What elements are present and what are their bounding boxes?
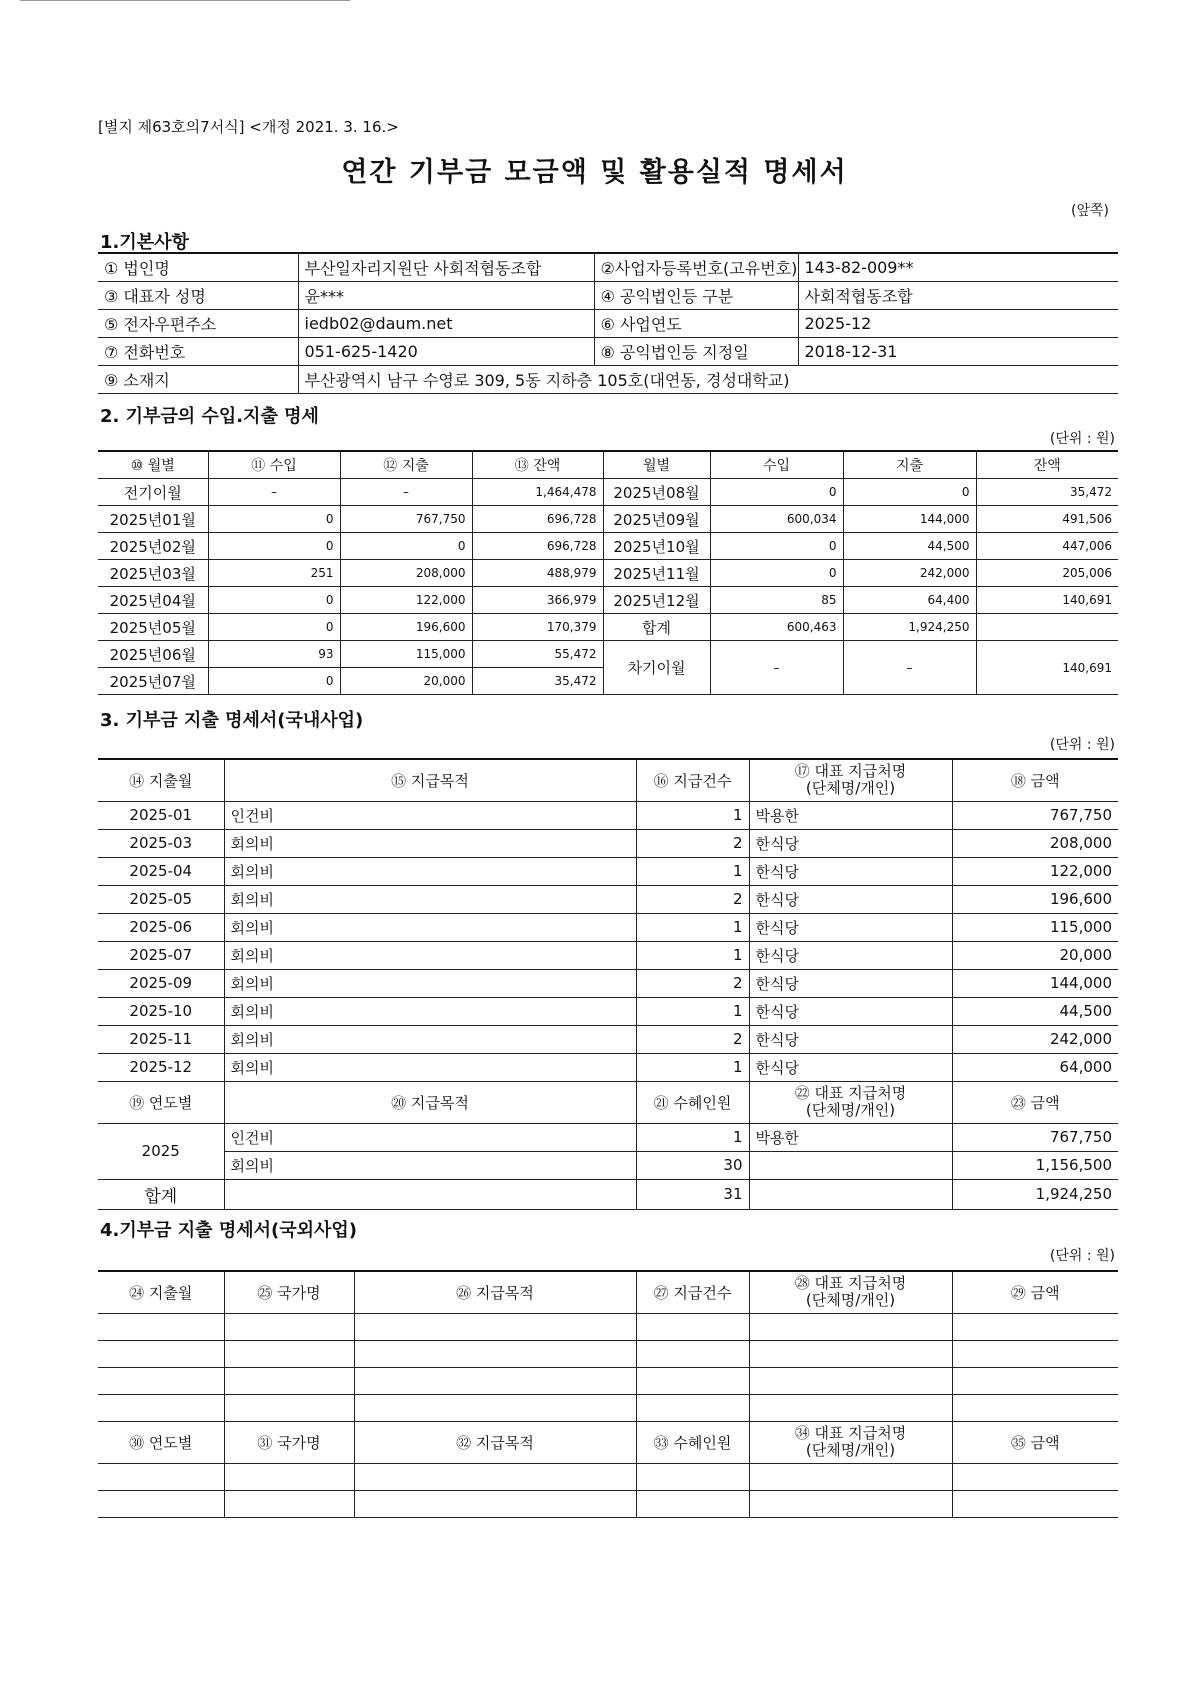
empty-row	[98, 1490, 1118, 1517]
payee-cell: 박용한	[749, 801, 952, 829]
empty-cell	[224, 1179, 636, 1209]
table-row	[98, 533, 1118, 560]
amount-cell: 85	[710, 587, 843, 614]
column-header: ㉑ 수혜인원	[636, 1081, 749, 1123]
column-header: ⑯ 지급건수	[636, 759, 749, 801]
table-row	[98, 479, 1118, 506]
month-cell: 2025년07월	[98, 668, 208, 695]
month-cell: 2025-07	[98, 941, 224, 969]
empty-cell	[749, 1394, 952, 1421]
table-row	[98, 913, 1118, 941]
payee-cell: 한식당	[749, 857, 952, 885]
field-label: ⑧ 공익법인등 지정일	[594, 338, 798, 366]
empty-cell	[636, 1367, 749, 1394]
page-side-label: (앞쪽)	[1071, 203, 1109, 219]
overseas-expense-table	[98, 1270, 1118, 1518]
empty-cell	[749, 1340, 952, 1367]
amount-cell: 115,000	[952, 913, 1118, 941]
empty-cell	[354, 1490, 636, 1517]
purpose-cell: 인건비	[224, 1123, 636, 1151]
amount-cell: 0	[208, 614, 340, 641]
amount-cell: 0	[208, 668, 340, 695]
count-cell: 1	[636, 997, 749, 1025]
amount-cell: 0	[208, 506, 340, 533]
amount-cell: –	[843, 641, 976, 695]
month-cell: 2025년09월	[603, 506, 710, 533]
count-cell: 1	[636, 857, 749, 885]
amount-cell: 122,000	[340, 587, 472, 614]
column-header	[749, 1081, 952, 1123]
header-line: (단체명/개인)	[805, 1441, 896, 1459]
month-cell: 2025년02월	[98, 533, 208, 560]
purpose-cell: 회의비	[224, 885, 636, 913]
purpose-cell: 회의비	[224, 829, 636, 857]
field-value: 051-625-1420	[298, 338, 594, 366]
table-row	[98, 614, 1118, 641]
column-header: ㉕ 국가명	[224, 1271, 354, 1313]
column-header: 지출	[843, 451, 976, 479]
address-value: 부산광역시 남구 수영로 309, 5동 지하층 105호(대연동, 경성대학교)	[298, 366, 1118, 394]
table-row	[98, 1123, 1118, 1151]
field-value: iedb02@daum.net	[298, 310, 594, 338]
section2-title: 2. 기부금의 수입.지출 명세	[100, 406, 319, 427]
payee-cell: 한식당	[749, 829, 952, 857]
table-row	[98, 1151, 1118, 1179]
month-cell: 2025년12월	[603, 587, 710, 614]
empty-cell	[749, 1367, 952, 1394]
month-cell: 2025년06월	[98, 641, 208, 668]
amount-cell: 491,506	[976, 506, 1118, 533]
purpose-cell: 회의비	[224, 1053, 636, 1081]
header-line: (단체명/개인)	[805, 1291, 896, 1310]
basic-info-row	[98, 282, 1118, 310]
purpose-cell: 회의비	[224, 1025, 636, 1053]
amount-cell: 600,463	[710, 614, 843, 641]
income-expense-table	[98, 450, 1118, 695]
payee-cell: 한식당	[749, 969, 952, 997]
amount-cell: 20,000	[340, 668, 472, 695]
basic-info-row	[98, 253, 1118, 282]
field-value: 143-82-009**	[798, 253, 1118, 282]
month-cell: 2025-06	[98, 913, 224, 941]
empty-cell	[636, 1340, 749, 1367]
column-header: ㉖ 지급목적	[354, 1271, 636, 1313]
section3-title: 3. 기부금 지출 명세서(국내사업)	[100, 710, 364, 731]
amount-cell: 0	[710, 560, 843, 587]
month-cell: 2025-09	[98, 969, 224, 997]
amount-cell: 0	[208, 587, 340, 614]
empty-cell	[224, 1394, 354, 1421]
basic-info-row	[98, 338, 1118, 366]
empty-cell	[354, 1463, 636, 1490]
month-cell: 2025-01	[98, 801, 224, 829]
empty-cell	[354, 1367, 636, 1394]
amount-cell: 600,034	[710, 506, 843, 533]
amount-cell: –	[340, 479, 472, 506]
amount-cell: 35,472	[976, 479, 1118, 506]
scan-top-line	[20, 0, 350, 1]
empty-cell	[354, 1340, 636, 1367]
amount-cell: 205,006	[976, 560, 1118, 587]
amount-cell: 0	[710, 479, 843, 506]
empty-row	[98, 1394, 1118, 1421]
header-line: ㉒ 대표 지급처명	[794, 1084, 907, 1102]
table-row	[98, 969, 1118, 997]
column-header: ㉜ 지급목적	[354, 1421, 636, 1463]
column-header: ⑫ 지출	[340, 451, 472, 479]
empty-cell	[952, 1463, 1118, 1490]
table-header-row	[98, 1421, 1118, 1463]
purpose-cell: 회의비	[224, 857, 636, 885]
empty-cell	[636, 1313, 749, 1340]
total-row	[98, 1179, 1118, 1209]
empty-cell	[224, 1463, 354, 1490]
purpose-cell: 회의비	[224, 941, 636, 969]
form-reference: [별지 제63호의7서식] <개정 2021. 3. 16.>	[98, 118, 399, 136]
empty-cell	[749, 1463, 952, 1490]
amount-cell: 366,979	[472, 587, 603, 614]
amount-cell: 115,000	[340, 641, 472, 668]
amount-cell: 0	[710, 533, 843, 560]
section4-title: 4.기부금 지출 명세서(국외사업)	[100, 1220, 358, 1241]
empty-row	[98, 1340, 1118, 1367]
empty-cell	[98, 1340, 224, 1367]
purpose-cell: 회의비	[224, 997, 636, 1025]
amount-cell: 767,750	[952, 801, 1118, 829]
amount-cell: 122,000	[952, 857, 1118, 885]
month-cell: 2025-10	[98, 997, 224, 1025]
table-row	[98, 1053, 1118, 1081]
column-header: 월별	[603, 451, 710, 479]
field-label: ① 법인명	[98, 253, 298, 282]
amount-cell: 0	[843, 479, 976, 506]
count-cell: 2	[636, 885, 749, 913]
table-header-row	[98, 759, 1118, 801]
basic-info-table	[98, 252, 1118, 394]
amount-cell: 447,006	[976, 533, 1118, 560]
count-cell: 30	[636, 1151, 749, 1179]
empty-cell	[952, 1367, 1118, 1394]
empty-cell	[636, 1463, 749, 1490]
column-header: ⑱ 금액	[952, 759, 1118, 801]
column-header	[749, 1271, 952, 1313]
amount-cell: 696,728	[472, 506, 603, 533]
column-header: ㉝ 수혜인원	[636, 1421, 749, 1463]
empty-cell	[952, 1340, 1118, 1367]
amount-cell: 44,500	[843, 533, 976, 560]
empty-cell	[224, 1340, 354, 1367]
month-cell: 2025년11월	[603, 560, 710, 587]
table-header-row	[98, 1081, 1118, 1123]
amount-cell: 196,600	[340, 614, 472, 641]
amount-cell: 0	[208, 533, 340, 560]
amount-cell: 144,000	[952, 969, 1118, 997]
count-cell: 1	[636, 1123, 749, 1151]
column-header: ㉙ 금액	[952, 1271, 1118, 1313]
table-row	[98, 587, 1118, 614]
amount-cell: 0	[340, 533, 472, 560]
month-cell: 2025년04월	[98, 587, 208, 614]
field-value: 윤***	[298, 282, 594, 310]
field-label: ⑦ 전화번호	[98, 338, 298, 366]
field-label: ③ 대표자 성명	[98, 282, 298, 310]
header-line: ⑰ 대표 지급처명	[794, 762, 907, 781]
empty-cell	[636, 1394, 749, 1421]
column-header: ㉔ 지출월	[98, 1271, 224, 1313]
month-cell: 2025년10월	[603, 533, 710, 560]
total-label: 합계	[98, 1179, 224, 1209]
count-cell: 1	[636, 1053, 749, 1081]
amount-cell: 767,750	[340, 506, 472, 533]
column-header: ⑮ 지급목적	[224, 759, 636, 801]
amount-cell: 1,156,500	[952, 1151, 1118, 1179]
header-line: ㉞ 대표 지급처명	[794, 1424, 907, 1442]
count-cell: 1	[636, 941, 749, 969]
empty-row	[98, 1367, 1118, 1394]
empty-cell	[98, 1313, 224, 1340]
amount-cell: 696,728	[472, 533, 603, 560]
empty-cell	[354, 1394, 636, 1421]
empty-row	[98, 1463, 1118, 1490]
table-row	[98, 829, 1118, 857]
count-cell: 2	[636, 829, 749, 857]
count-cell: 31	[636, 1179, 749, 1209]
table-header-row	[98, 451, 1118, 479]
amount-cell: 242,000	[843, 560, 976, 587]
payee-cell: 한식당	[749, 941, 952, 969]
payee-cell: 한식당	[749, 997, 952, 1025]
amount-cell: 1,464,478	[472, 479, 603, 506]
table-row	[98, 560, 1118, 587]
month-cell: 2025-04	[98, 857, 224, 885]
empty-cell	[952, 1313, 1118, 1340]
month-cell: 합계	[603, 614, 710, 641]
amount-cell: –	[710, 641, 843, 695]
column-header: 잔액	[976, 451, 1118, 479]
empty-cell	[749, 1313, 952, 1340]
column-header	[749, 759, 952, 801]
section1-title: 1.기본사항	[100, 232, 189, 253]
purpose-cell: 회의비	[224, 1151, 636, 1179]
table-row	[98, 1025, 1118, 1053]
count-cell: 2	[636, 969, 749, 997]
column-header: ㉗ 지급건수	[636, 1271, 749, 1313]
address-label: ⑨ 소재지	[98, 366, 298, 394]
purpose-cell: 인건비	[224, 801, 636, 829]
table-row	[98, 506, 1118, 533]
month-cell: 2025년05월	[98, 614, 208, 641]
month-cell: 2025-12	[98, 1053, 224, 1081]
payee-cell: 한식당	[749, 885, 952, 913]
month-cell: 2025년03월	[98, 560, 208, 587]
month-cell: 2025-11	[98, 1025, 224, 1053]
amount-cell: 55,472	[472, 641, 603, 668]
header-line: (단체명/개인)	[805, 1101, 896, 1119]
table-row	[98, 641, 1118, 668]
table-row	[98, 997, 1118, 1025]
month-cell: 2025년01월	[98, 506, 208, 533]
amount-cell: 251	[208, 560, 340, 587]
amount-cell: 208,000	[340, 560, 472, 587]
column-header: ㉟ 금액	[952, 1421, 1118, 1463]
payee-cell: 한식당	[749, 1053, 952, 1081]
header-line: ㉘ 대표 지급처명	[794, 1274, 907, 1293]
section3-unit: (단위 : 원)	[1049, 737, 1115, 753]
empty-cell	[636, 1490, 749, 1517]
count-cell: 2	[636, 1025, 749, 1053]
field-label: ⑥ 사업연도	[594, 310, 798, 338]
amount-cell: 1,924,250	[952, 1179, 1118, 1209]
column-header: ⑪ 수입	[208, 451, 340, 479]
field-value: 사회적협동조합	[798, 282, 1118, 310]
purpose-cell: 회의비	[224, 913, 636, 941]
field-value: 2018-12-31	[798, 338, 1118, 366]
address-row	[98, 366, 1118, 394]
amount-cell: 144,000	[843, 506, 976, 533]
column-header: ⑳ 지급목적	[224, 1081, 636, 1123]
column-header: ㉛ 국가명	[224, 1421, 354, 1463]
amount-cell: 93	[208, 641, 340, 668]
month-cell: 전기이월	[98, 479, 208, 506]
table-row	[98, 801, 1118, 829]
count-cell: 1	[636, 801, 749, 829]
empty-cell	[952, 1490, 1118, 1517]
empty-row	[98, 1313, 1118, 1340]
payee-cell: 한식당	[749, 913, 952, 941]
amount-cell: 488,979	[472, 560, 603, 587]
amount-cell	[976, 614, 1118, 641]
empty-cell	[749, 1179, 952, 1209]
carry-label: 차기이월	[603, 641, 710, 695]
empty-cell	[98, 1490, 224, 1517]
column-header: 수입	[710, 451, 843, 479]
empty-cell	[224, 1490, 354, 1517]
empty-cell	[354, 1313, 636, 1340]
amount-cell: 242,000	[952, 1025, 1118, 1053]
section4-unit: (단위 : 원)	[1049, 1248, 1115, 1264]
month-cell: 2025-05	[98, 885, 224, 913]
field-value: 2025-12	[798, 310, 1118, 338]
amount-cell: 64,000	[952, 1053, 1118, 1081]
empty-cell	[98, 1463, 224, 1490]
month-cell: 2025년08월	[603, 479, 710, 506]
amount-cell: 20,000	[952, 941, 1118, 969]
table-header-row	[98, 1271, 1118, 1313]
payee-cell	[749, 1151, 952, 1179]
column-header: ⑩ 월별	[98, 451, 208, 479]
year-cell: 2025	[98, 1123, 224, 1179]
field-label: ②사업자등록번호(고유번호)	[594, 253, 798, 282]
header-line: (단체명/개인)	[805, 779, 896, 798]
empty-cell	[224, 1367, 354, 1394]
amount-cell: 208,000	[952, 829, 1118, 857]
column-header: ⑭ 지출월	[98, 759, 224, 801]
field-label: ④ 공익법인등 구분	[594, 282, 798, 310]
amount-cell: 35,472	[472, 668, 603, 695]
basic-info-row	[98, 310, 1118, 338]
empty-cell	[749, 1490, 952, 1517]
amount-cell: 140,691	[976, 587, 1118, 614]
table-row	[98, 885, 1118, 913]
column-header: ⑬ 잔액	[472, 451, 603, 479]
amount-cell: 44,500	[952, 997, 1118, 1025]
column-header: ㉚ 연도별	[98, 1421, 224, 1463]
table-row	[98, 857, 1118, 885]
empty-cell	[224, 1313, 354, 1340]
empty-cell	[952, 1394, 1118, 1421]
amount-cell: 1,924,250	[843, 614, 976, 641]
purpose-cell: 회의비	[224, 969, 636, 997]
table-row	[98, 941, 1118, 969]
column-header: ⑲ 연도별	[98, 1081, 224, 1123]
payee-cell: 한식당	[749, 1025, 952, 1053]
empty-cell	[98, 1394, 224, 1421]
field-label: ⑤ 전자우편주소	[98, 310, 298, 338]
field-value: 부산일자리지원단 사회적협동조합	[298, 253, 594, 282]
empty-cell	[98, 1367, 224, 1394]
amount-cell: –	[208, 479, 340, 506]
month-cell: 2025-03	[98, 829, 224, 857]
amount-cell: 64,400	[843, 587, 976, 614]
amount-cell: 196,600	[952, 885, 1118, 913]
amount-cell: 767,750	[952, 1123, 1118, 1151]
domestic-expense-table	[98, 758, 1118, 1210]
count-cell: 1	[636, 913, 749, 941]
amount-cell: 140,691	[976, 641, 1118, 695]
column-header: ㉓ 금액	[952, 1081, 1118, 1123]
payee-cell: 박용한	[749, 1123, 952, 1151]
amount-cell: 170,379	[472, 614, 603, 641]
column-header	[749, 1421, 952, 1463]
section2-unit: (단위 : 원)	[1049, 431, 1115, 447]
document-title: 연간 기부금 모금액 및 활용실적 명세서	[341, 157, 848, 188]
